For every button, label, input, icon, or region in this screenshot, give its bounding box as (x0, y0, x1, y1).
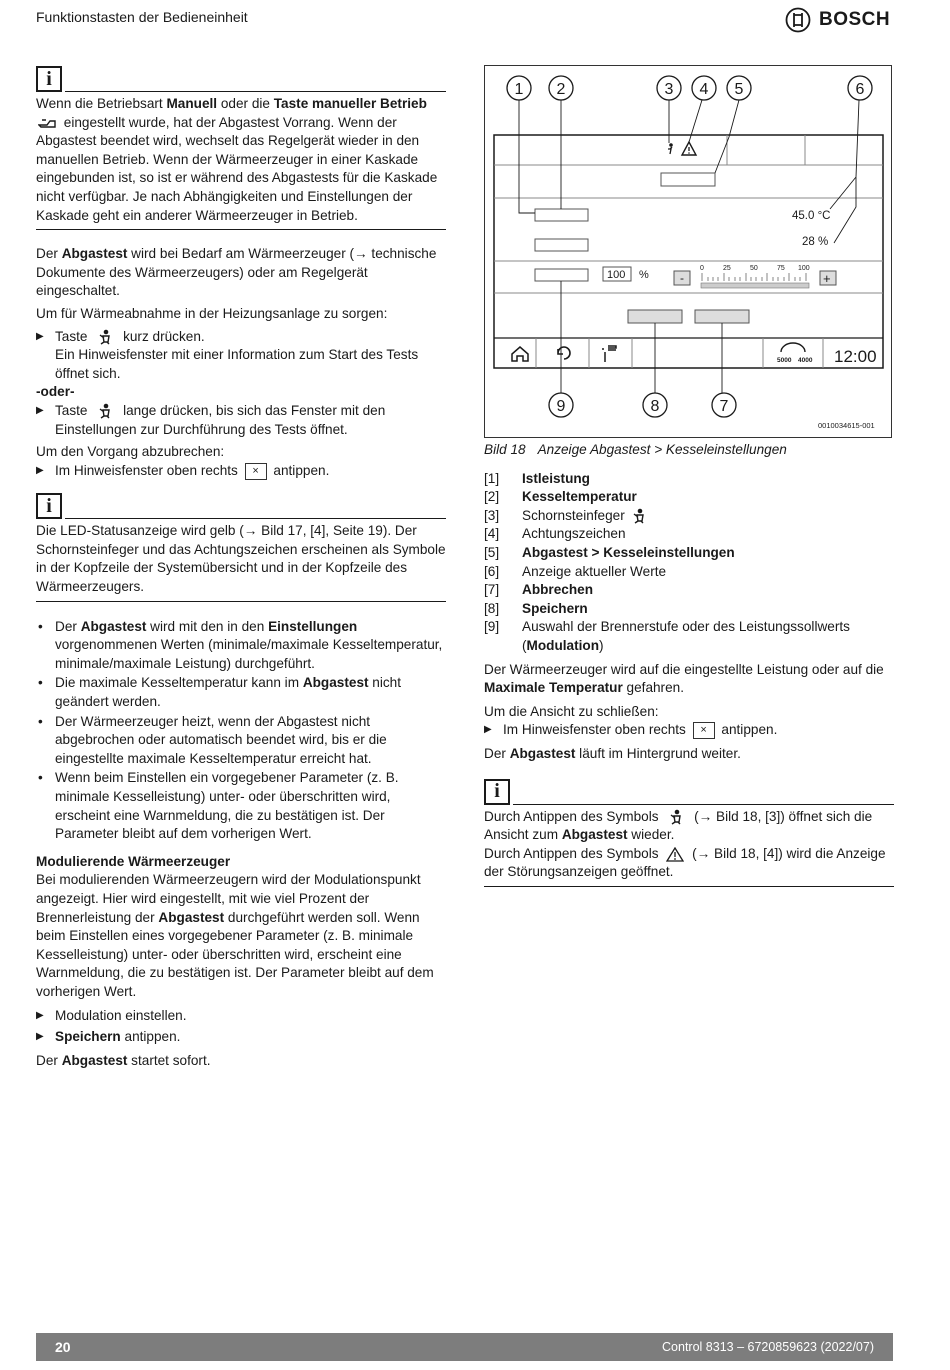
info-icon: i (36, 493, 62, 519)
chimney-sweep-icon (98, 403, 112, 419)
manual-operation-hand-icon (38, 117, 58, 129)
gauge-high-label: 4000 (798, 357, 813, 364)
paragraph-start: Der Abgastest startet sofort. (36, 1052, 211, 1068)
paragraph-abgastest: Der Abgastest wird bei Bedarf am Wärmeerzeuger (→ technische Dokumente des Wärmeerzeugers) oder am Regelgerät eingeschaltet. (36, 246, 437, 299)
display-screen-figure (484, 65, 892, 438)
legend-item: Schornsteinfeger (522, 507, 894, 526)
bullet-item: • Wenn beim Einstellen ein vorgegebener Parameter (z. B. minimale Kesselleistung) unter- oder überschritten wird, erscheint eine Warnmeldung, die zu bestätigen ist. Der Parameter bleibt auf dem vorherigen Wert. (36, 769, 446, 843)
info-icon: i (484, 779, 510, 805)
current-percent: 28 % (802, 236, 829, 248)
callout-7: 7 (719, 398, 729, 415)
step-short-press: ▶ Taste kurz drücken. Ein Hinweisfenster mit einer Information zum Start des Tests öffnet sich. (36, 328, 446, 384)
legend-item: Auswahl der Brennerstufe oder des Leistungssollwerts (Modulation) (522, 619, 850, 653)
paragraph-abbrechen: Um den Vorgang abzubrechen: (36, 444, 225, 460)
step-close-window: ▶ Im Hinweisfenster oben rechts × antippen. (36, 462, 446, 481)
legend-item: Kesseltemperatur (522, 489, 637, 505)
warning-icon (666, 847, 684, 862)
steps-list-3 (36, 462, 446, 481)
callout-2: 2 (556, 81, 566, 98)
callout-5: 5 (734, 81, 744, 98)
paragraph-schliessen: Um die Ansicht zu schließen: (484, 703, 659, 719)
right-column (484, 441, 894, 887)
figure-caption: Bild 18 Anzeige Abgastest > Kesseleinstellungen (484, 442, 787, 457)
scale-label: 25 (723, 265, 731, 272)
running-header: Funktionstasten der Bedieneinheit (36, 9, 248, 25)
bullet-item: • Der Abgastest wird mit den in den Einstellungen vorgenommenen Werten (minimale/maximale Kesseltemperatur, minimale/maximale Leistung) durchgeführt. (36, 618, 446, 674)
warning-icon (682, 142, 696, 155)
power-input-value: 100 (607, 269, 626, 281)
chimney-sweep-icon (669, 809, 683, 825)
callout-6: 6 (855, 81, 865, 98)
step-modulation: ▶ Modulation einstellen. (36, 1007, 446, 1026)
power-input-unit: % (639, 269, 649, 281)
info-icon: i (36, 66, 62, 92)
info-box-3 (484, 779, 894, 805)
modulation-slider (701, 273, 809, 288)
info-settings-icon (603, 346, 616, 362)
callout-1: 1 (514, 81, 524, 98)
left-column (36, 66, 446, 1070)
figure-code: 0010034615-001 (818, 421, 875, 430)
legend-item: Abgastest > Kesseleinstellungen (522, 544, 735, 560)
gauge-icon (781, 343, 805, 352)
step-close-view: ▶ Im Hinweisfenster oben rechts × antippen. (484, 721, 894, 740)
paragraph-leistung: Der Wärmeerzeuger wird auf die eingestellte Leistung oder auf die Maximale Temperatur gefahren. (484, 661, 884, 696)
page-number: 20 (55, 1339, 71, 1355)
bosch-armature-icon (785, 7, 811, 33)
info-2-text: Die LED-Statusanzeige wird gelb (→ Bild 17, [4], Seite 19). Der Schornsteinfeger und das Achtungszeichen erscheinen als Symbole in der Kopfzeile der Systemübersicht und in der Kopfzeile des Wärmeerzeugers. (36, 523, 446, 595)
paragraph-modulation: Bei modulierenden Wärmeerzeugern wird der Modulationspunkt angezeigt. Hier wird eingestellt, mit wie viel Prozent der Brennerleistung der Abgastest durchgeführt werden soll. Wenn beim Einstellen eines vorgegebener Parameter (z. B. minimale Kesselleistung) unter- oder überschritten wird, erscheint eine Warnmeldung, die zu bestätigen ist. Der Parameter bleibt auf dem vorherigen Wert. (36, 872, 434, 999)
brand-name: BOSCH (819, 9, 891, 30)
figure-legend: [1] Istleistung [2] Kesseltemperatur [3] Schornsteinfeger [4] Achtungszeichen [5] Abgastest > Kesseleinstellungen [6] Anzeige aktueller Werte [7] Abbrechen [8] Speichern [9] Auswahl der Brennerstufe oder des Leistungssollwerts (Modulation) (484, 470, 894, 656)
callout-4: 4 (699, 81, 709, 98)
scale-label: 100 (798, 265, 810, 272)
info-3-text: Durch Antippen des Symbols (→ Bild 18, [3]) öffnet sich die Ansicht zum Abgastest wieder. Durch Antippen des Symbols (→ Bild 18, [4]) wird die Anzeige der Störungsanzeigen geöffnet. (484, 808, 886, 880)
chimney-sweep-icon (632, 508, 646, 524)
info-box-1 (36, 66, 446, 92)
home-icon (512, 347, 528, 361)
steps-list-4 (36, 1007, 446, 1047)
chimney-sweep-icon (98, 329, 112, 345)
info-1-text: Wenn die Betriebsart Manuell oder die Taste manueller Betrieb eingestellt wurde, hat der Abgastest Vorrang. Wenn der Abgastest beendet wird, wechselt das Regelgerät wieder in den manuellen Betrieb. Wenn der Wärmeerzeuger in einer Kaskade eingebunden ist, so ist er während des Abgastests für die Kaskade nicht verfügbar. Je nach Abhängigkeiten und Einstellungen der Kaskade geht ein anderer Wärmeerzeuger in Betrieb. (36, 96, 438, 223)
bullet-item: • Der Wärmeerzeuger heizt, wenn der Abgastest nicht abgebrochen oder automatisch beendet wird, bis er die eingestellte maximale Kesseltemperatur erreicht hat. (36, 713, 446, 769)
scale-label: 50 (750, 265, 758, 272)
callout-3: 3 (664, 81, 674, 98)
paragraph-hintergrund: Der Abgastest läuft im Hintergrund weiter. (484, 745, 741, 761)
subheading-modulierend: Modulierende Wärmeerzeuger (36, 853, 231, 869)
close-button-symbol: × (245, 463, 267, 480)
legend-item: Istleistung (522, 470, 590, 486)
steps-list-2 (36, 402, 446, 439)
legend-item: Anzeige aktueller Werte (522, 563, 667, 579)
steps-list-right (484, 721, 894, 740)
clock: 12:00 (834, 347, 877, 366)
document-id: Control 8313 – 6720859623 (2022/07) (662, 1340, 874, 1354)
scale-label: 0 (700, 265, 704, 272)
plus-button: + (823, 271, 831, 286)
step-long-press: ▶ Taste lange drücken, bis sich das Fenster mit den Einstellungen zur Durchführung des Tests öffnet. (36, 402, 446, 439)
callout-8: 8 (650, 398, 660, 415)
paragraph-waermeabnahme: Um für Wärmeabnahme in der Heizungsanlage zu sorgen: (36, 305, 388, 321)
scale-label: 75 (777, 265, 785, 272)
callout-9: 9 (556, 398, 566, 415)
or-label: -oder- (36, 384, 75, 400)
minus-button: - (680, 271, 684, 285)
current-temperature: 45.0 °C (792, 210, 831, 222)
info-box-2 (36, 493, 446, 519)
legend-item: Achtungszeichen (522, 526, 626, 542)
brand-logo (785, 7, 890, 33)
gauge-low-label: 5000 (777, 357, 792, 364)
legend-item: Abbrechen (522, 582, 594, 598)
steps-list-1 (36, 328, 446, 384)
step-save: ▶ Speichern antippen. (36, 1028, 446, 1047)
legend-item: Speichern (522, 600, 588, 616)
close-button-symbol: × (693, 722, 715, 739)
bullet-item: • Die maximale Kesseltemperatur kann im Abgastest nicht geändert werden. (36, 674, 446, 711)
back-icon (558, 347, 570, 359)
chimney-sweep-icon (668, 143, 673, 154)
bullet-list (36, 618, 446, 844)
